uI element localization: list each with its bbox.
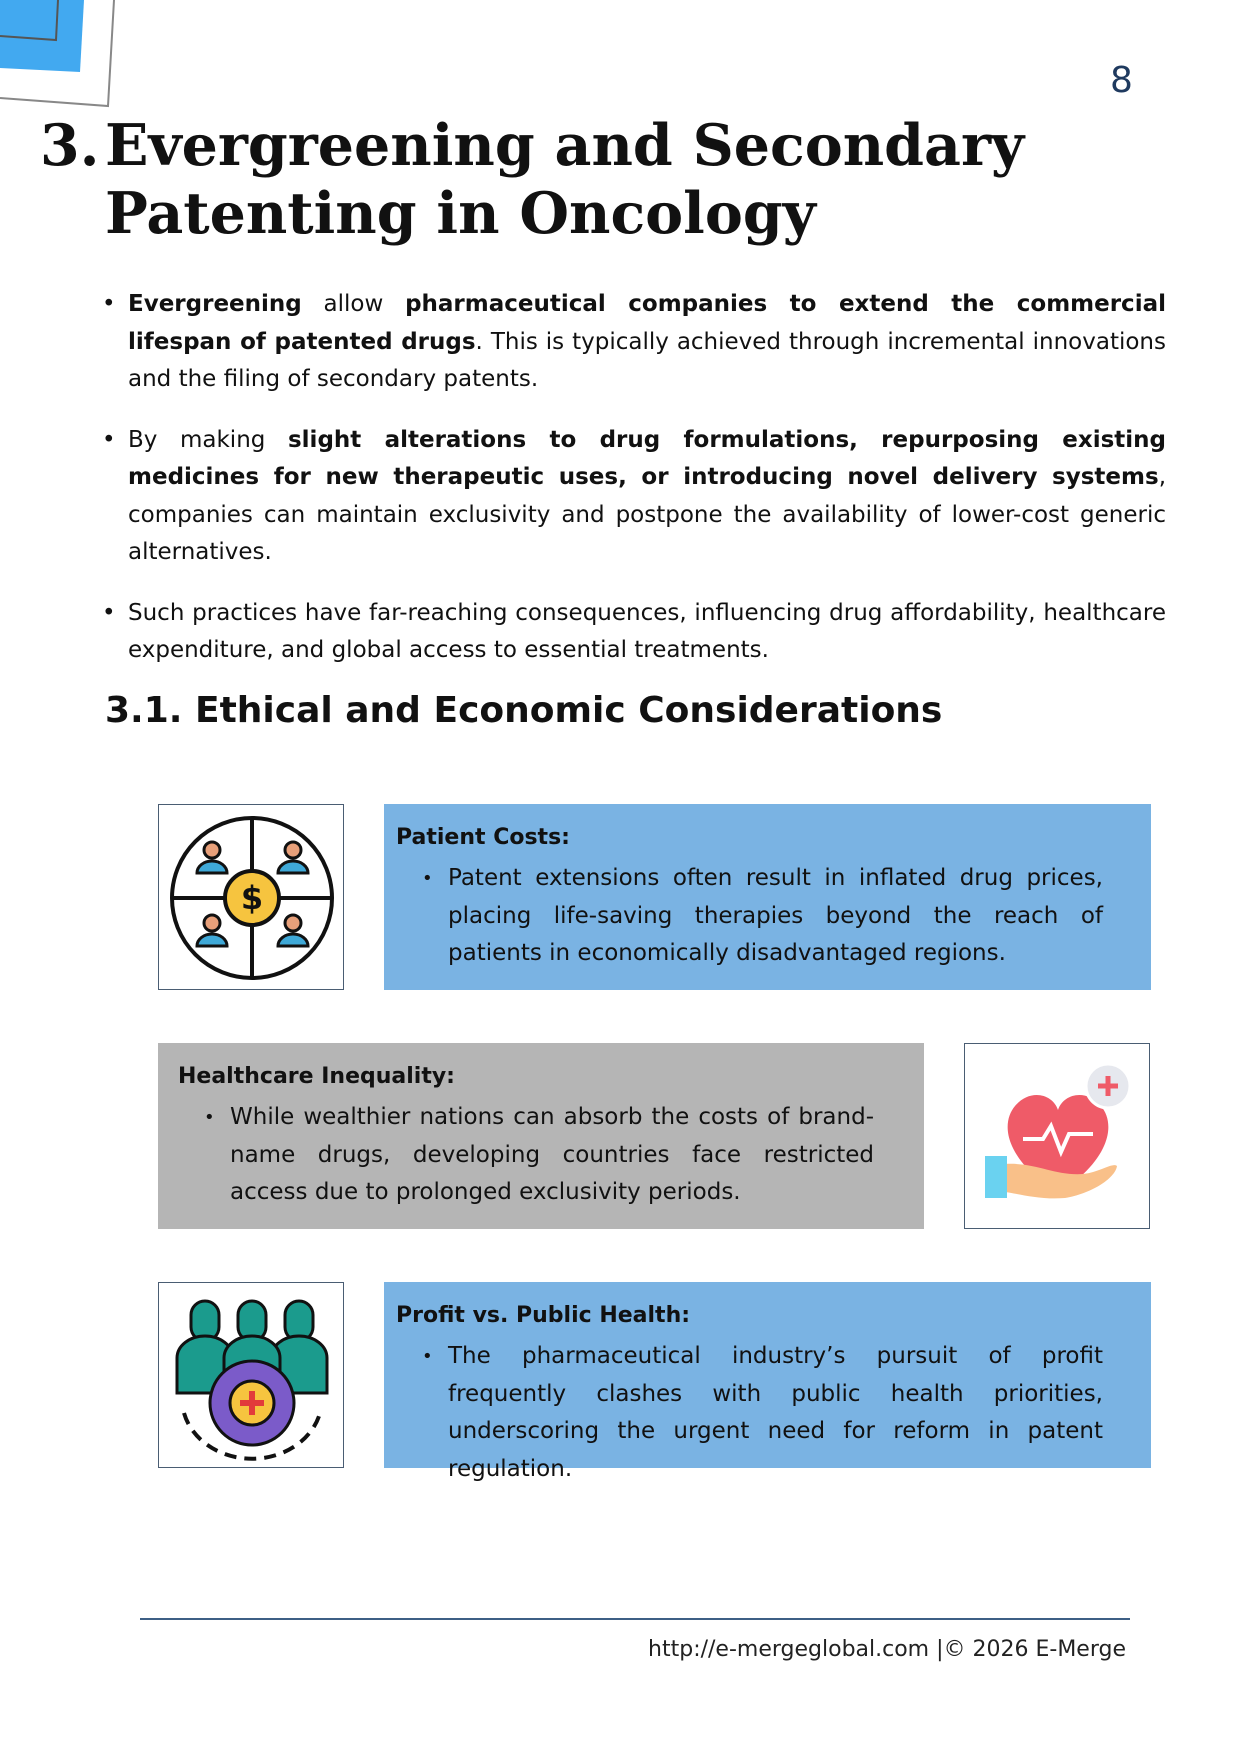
- patient-costs-icon-box: [158, 804, 344, 990]
- bullet-text: By making: [128, 426, 288, 453]
- bullet-text-bold: slight alterations to drug formulations, repurposing existing medicines for new therapeutic uses, or introducing novel delivery systems: [128, 426, 1166, 490]
- people-dollar-icon: [159, 805, 345, 991]
- bullet-text: Such practices have far-reaching consequences, influencing drug affordability, healthcare expenditure, and global access to essential treatments.: [128, 599, 1166, 663]
- bullet-text: allow: [301, 291, 406, 317]
- svg-text:$: $: [240, 879, 264, 917]
- profit-public-health-card: [384, 1282, 1151, 1482]
- card-body: • While wealthier nations can absorb the costs of brand-name drugs, developing countries face restricted access due to prolonged exclusivity periods.: [178, 1099, 874, 1212]
- bullet-item: [98, 422, 1166, 572]
- card-title: Healthcare Inequality:: [178, 1064, 455, 1089]
- page-number: 8: [1110, 60, 1133, 101]
- card-title: Profit vs. Public Health:: [396, 1303, 691, 1328]
- bullet-item: [98, 286, 1166, 399]
- footer-text: http://e-mergeglobal.com |© 2026 E-Merge: [648, 1637, 1126, 1662]
- heart-hand-icon: [965, 1044, 1151, 1230]
- bullet-item: [98, 595, 1166, 670]
- card-body: • Patent extensions often result in inflated drug prices, placing life-saving therapies beyond the reach of patients in economically disadvantaged regions.: [396, 860, 1103, 973]
- card-title: Patient Costs:: [396, 825, 570, 850]
- bullet-text: . This is typically achieved through incremental innovations and the filing of secondary patents.: [128, 328, 1166, 392]
- people-gear-medical-icon: [159, 1283, 345, 1469]
- heading-line-2: Patenting in Oncology: [105, 180, 816, 247]
- section-title: 3.1. Ethical and Economic Considerations: [105, 690, 943, 731]
- bullet-text: , companies can maintain exclusivity and postpone the availability of lower-cost generic alternatives.: [128, 464, 1166, 565]
- page-title: [40, 112, 1040, 248]
- heading-line-1: Evergreening and Secondary: [105, 112, 1025, 179]
- profit-public-health-icon-box: [158, 1282, 344, 1468]
- bullet-text-bold: pharmaceutical companies to extend the commercial lifespan of patented drugs: [128, 291, 1166, 355]
- heading-number: 3.: [40, 112, 100, 179]
- footer-divider: [140, 1618, 1130, 1620]
- patient-costs-card: [384, 804, 1151, 990]
- healthcare-inequality-icon-box: [964, 1043, 1150, 1229]
- healthcare-inequality-card: [158, 1043, 924, 1229]
- bullet-text-bold: Evergreening: [128, 291, 302, 317]
- card-body: • The pharmaceutical industry’s pursuit of profit frequently clashes with public health priorities, underscoring the urgent need for reform in patent regulation.: [396, 1338, 1103, 1488]
- intro-bullet-list: [98, 286, 1166, 693]
- corner-decoration: [0, 0, 120, 110]
